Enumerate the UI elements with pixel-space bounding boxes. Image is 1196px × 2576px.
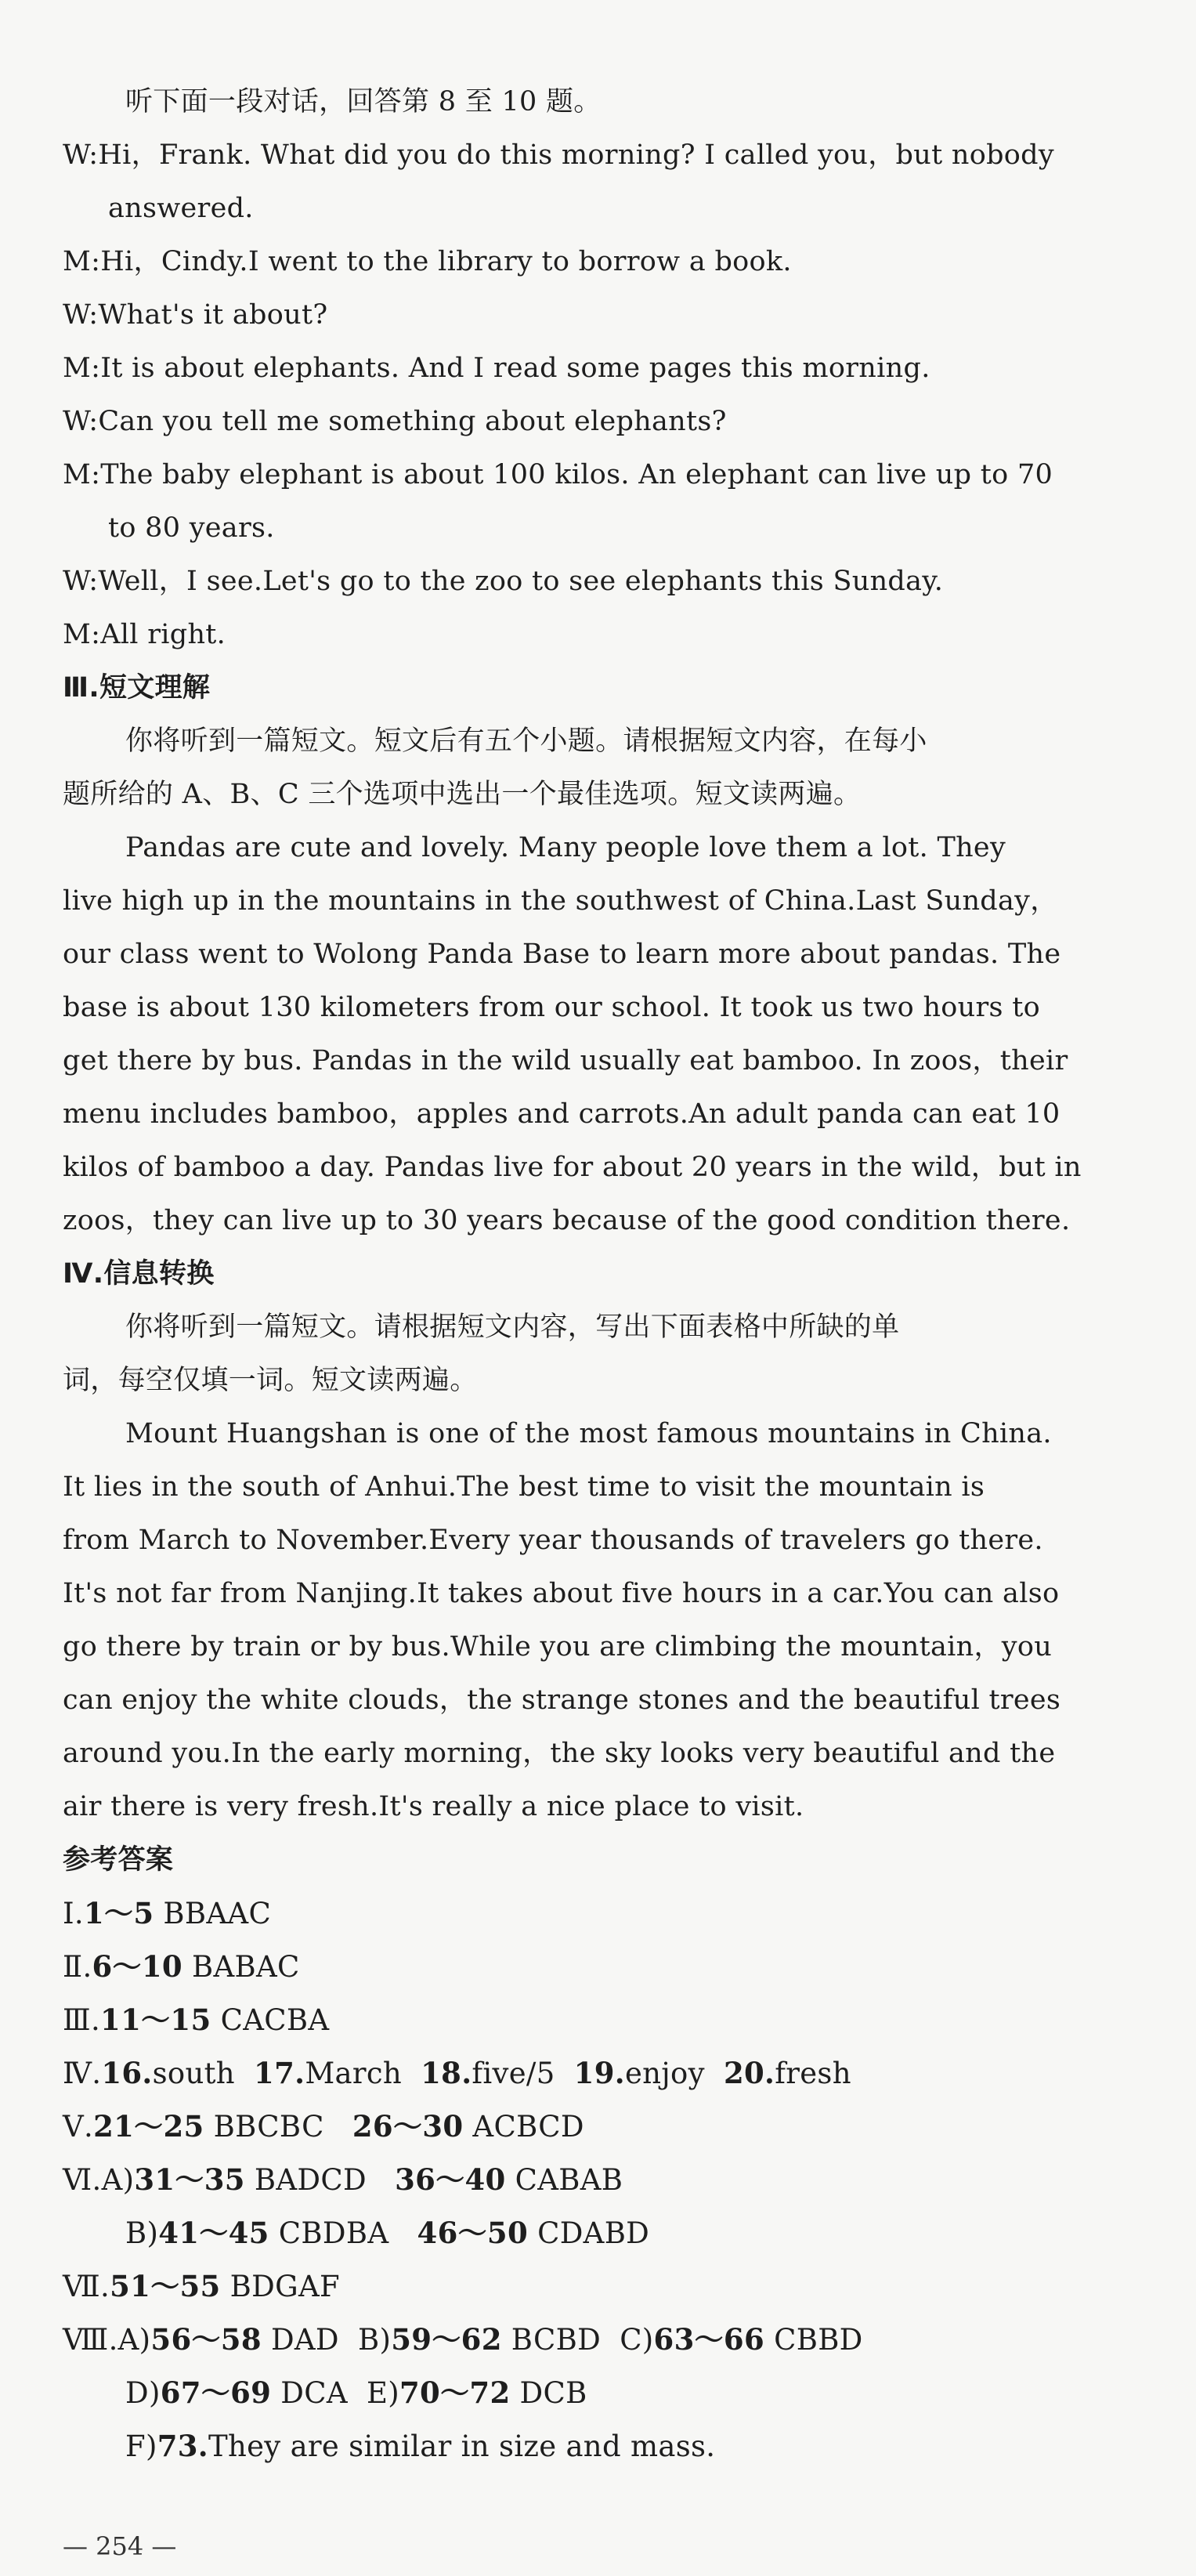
answer-section-label: E) bbox=[366, 2376, 400, 2410]
answer-question-range: 67～69 bbox=[160, 2375, 272, 2410]
answer-row bbox=[63, 2109, 584, 2144]
answers-heading: 参考答案 bbox=[63, 1844, 174, 1876]
speaker: M: bbox=[63, 619, 101, 650]
answer-question-range: 26～30 bbox=[352, 2109, 464, 2144]
answer-letters: enjoy bbox=[624, 2057, 724, 2090]
dialogue-line bbox=[63, 298, 327, 332]
answer-section-label: Ⅴ. bbox=[63, 2110, 94, 2144]
passage-line: go there by train or by bus.While you are climbing the mountain，you bbox=[63, 1631, 1053, 1662]
answer-row bbox=[63, 2269, 340, 2304]
passage-line: base is about 130 kilometers from our school. It took us two hours to bbox=[63, 992, 1040, 1023]
answer-question-range: 36～40 bbox=[395, 2162, 506, 2197]
answer-letters: DCA bbox=[271, 2376, 367, 2410]
passage-line: get there by bus. Pandas in the wild usually eat bamboo. In zoos，their bbox=[63, 1045, 1068, 1076]
dialogue-line bbox=[108, 511, 275, 545]
dialogue-line bbox=[63, 244, 792, 279]
answer-question-range: 46～50 bbox=[417, 2216, 529, 2250]
answer-letters: fresh bbox=[775, 2057, 851, 2090]
utterance: Can you tell me something about elephants? bbox=[98, 406, 727, 437]
answer-letters: CACBA bbox=[211, 2003, 330, 2037]
dialogue-line bbox=[63, 617, 226, 652]
speaker: W: bbox=[63, 139, 99, 171]
answer-letters: BADCD bbox=[244, 2163, 396, 2197]
answer-row bbox=[63, 2056, 851, 2091]
utterance: Hi，Cindy.I went to the library to borrow a book. bbox=[100, 246, 792, 277]
answer-section-label: Ⅷ.A) bbox=[63, 2323, 151, 2357]
answer-letters: They are similar in size and mass. bbox=[208, 2429, 716, 2463]
answer-question-range: 21～25 bbox=[93, 2109, 204, 2144]
utterance: Hi，Frank. What did you do this morning? I called you，but nobody bbox=[98, 139, 1054, 171]
answer-section-label: Ⅱ. bbox=[63, 1950, 92, 1984]
passage-line: air there is very fresh.It's really a nice place to visit. bbox=[63, 1791, 804, 1822]
passage-line: It's not far from Nanjing.It takes about five hours in a car.You can also bbox=[63, 1578, 1060, 1609]
section-instruction: 你将听到一篇短文。请根据短文内容，写出下面表格中所缺的单 bbox=[125, 1312, 900, 1343]
passage-line: can enjoy the white clouds，the strange stones and the beautiful trees bbox=[63, 1684, 1061, 1716]
answer-question-range: 17. bbox=[254, 2056, 305, 2090]
answer-question-range: 56～58 bbox=[150, 2322, 262, 2357]
answer-question-range: 6～10 bbox=[92, 1949, 182, 1984]
page-number: — 254 — bbox=[63, 2531, 177, 2561]
answer-row bbox=[63, 2322, 863, 2357]
answer-letters: CBBD bbox=[764, 2323, 863, 2357]
utterance: Well，I see.Let's go to the zoo to see elephants this Sunday. bbox=[98, 566, 944, 597]
answer-question-range: 16. bbox=[101, 2056, 153, 2090]
answer-letters: DAD bbox=[261, 2323, 359, 2357]
answer-question-range: 18. bbox=[421, 2056, 472, 2090]
dialogue-line bbox=[63, 404, 727, 439]
utterance: answered. bbox=[108, 193, 254, 224]
answer-question-range: 73. bbox=[157, 2429, 208, 2463]
section-instruction: 词，每空仅填一词。短文读两遍。 bbox=[63, 1365, 478, 1396]
speaker: W: bbox=[63, 299, 99, 331]
section-heading: Ⅳ.信息转换 bbox=[63, 1258, 215, 1290]
answer-letters: BDGAF bbox=[220, 2270, 340, 2303]
answer-question-range: 1～5 bbox=[83, 1896, 154, 1930]
answer-letters: CDABD bbox=[528, 2216, 650, 2250]
passage-line: Mount Huangshan is one of the most famous mountains in China. bbox=[125, 1418, 1052, 1449]
answer-letters: south bbox=[152, 2057, 255, 2090]
answer-question-range: 51～55 bbox=[110, 2269, 221, 2303]
utterance: It is about elephants. And I read some pages this morning. bbox=[100, 353, 930, 384]
answer-row bbox=[125, 2429, 715, 2464]
answer-section-label: B) bbox=[358, 2323, 392, 2357]
answer-section-label: B) bbox=[125, 2216, 159, 2250]
answer-question-range: 19. bbox=[573, 2056, 625, 2090]
section-instruction: 题所给的 A、B、C 三个选项中选出一个最佳选项。短文读两遍。 bbox=[63, 779, 862, 810]
dialogue-intro: 听下面一段对话，回答第 8 至 10 题。 bbox=[125, 86, 602, 118]
answer-question-range: 63～66 bbox=[653, 2322, 765, 2357]
speaker: W: bbox=[63, 406, 99, 437]
answer-letters: CBDBA bbox=[269, 2216, 417, 2250]
passage-line: from March to November.Every year thousands of travelers go there. bbox=[63, 1525, 1043, 1556]
answer-section-label: Ⅶ. bbox=[63, 2270, 110, 2303]
answer-letters: CABAB bbox=[505, 2163, 623, 2197]
answer-letters: BBAAC bbox=[154, 1897, 272, 1930]
passage-line: our class went to Wolong Panda Base to learn more about pandas. The bbox=[63, 939, 1061, 970]
section-instruction: 你将听到一篇短文。短文后有五个小题。请根据短文内容，在每小 bbox=[125, 725, 927, 757]
answer-letters: DCB bbox=[510, 2376, 587, 2410]
answer-question-range: 20. bbox=[723, 2056, 775, 2090]
utterance: All right. bbox=[100, 619, 226, 650]
answer-letters: five/5 bbox=[472, 2057, 574, 2090]
answer-question-range: 41～45 bbox=[158, 2216, 269, 2250]
answer-letters: March bbox=[305, 2057, 421, 2090]
dialogue-line bbox=[63, 458, 1053, 492]
dialogue-line bbox=[63, 138, 1054, 172]
speaker: W: bbox=[63, 566, 99, 597]
answer-question-range: 11～15 bbox=[100, 2003, 211, 2037]
section-heading: Ⅲ.短文理解 bbox=[63, 672, 211, 704]
answer-row bbox=[125, 2216, 649, 2251]
answer-letters: BCBD bbox=[501, 2323, 620, 2357]
utterance: What's it about? bbox=[98, 299, 328, 331]
passage-line: live high up in the mountains in the southwest of China.Last Sunday， bbox=[63, 885, 1058, 917]
utterance: to 80 years. bbox=[108, 512, 275, 544]
passage-line: menu includes bamboo，apples and carrots.An adult panda can eat 10 bbox=[63, 1098, 1061, 1130]
answer-question-range: 59～62 bbox=[391, 2322, 502, 2357]
answer-letters: BBCBC bbox=[204, 2110, 352, 2144]
passage-line: It lies in the south of Anhui.The best time to visit the mountain is bbox=[63, 1471, 985, 1503]
answer-row bbox=[63, 2162, 623, 2198]
speaker: M: bbox=[63, 459, 101, 490]
passage-line: Pandas are cute and lovely. Many people love them a lot. They bbox=[125, 832, 1006, 863]
answer-section-label: Ⅳ. bbox=[63, 2057, 102, 2090]
passage-line: zoos，they can live up to 30 years because of the good condition there. bbox=[63, 1205, 1071, 1236]
answer-question-range: 31～35 bbox=[134, 2162, 245, 2197]
passage-line: around you.In the early morning，the sky looks very beautiful and the bbox=[63, 1738, 1056, 1769]
answer-row bbox=[125, 2375, 587, 2411]
passage-line: kilos of bamboo a day. Pandas live for about 20 years in the wild，but in bbox=[63, 1152, 1082, 1183]
answer-section-label: D) bbox=[125, 2376, 161, 2410]
answer-letters: ACBCD bbox=[463, 2110, 584, 2144]
answer-question-range: 70～72 bbox=[399, 2375, 511, 2410]
answer-row bbox=[63, 2003, 329, 2038]
dialogue-line bbox=[108, 191, 254, 226]
answer-section-label: F) bbox=[125, 2429, 157, 2463]
dialogue-line bbox=[63, 564, 943, 599]
answer-section-label: Ⅰ. bbox=[63, 1897, 84, 1930]
speaker: M: bbox=[63, 246, 101, 277]
answer-section-label: Ⅲ. bbox=[63, 2003, 101, 2037]
answer-section-label: Ⅵ.A) bbox=[63, 2163, 135, 2197]
speaker: M: bbox=[63, 353, 101, 384]
dialogue-line bbox=[63, 351, 930, 385]
utterance: The baby elephant is about 100 kilos. An elephant can live up to 70 bbox=[100, 459, 1053, 490]
answer-row bbox=[63, 1896, 271, 1931]
answer-row bbox=[63, 1949, 300, 1984]
answer-section-label: C) bbox=[620, 2323, 654, 2357]
answer-letters: BABAC bbox=[182, 1950, 300, 1984]
